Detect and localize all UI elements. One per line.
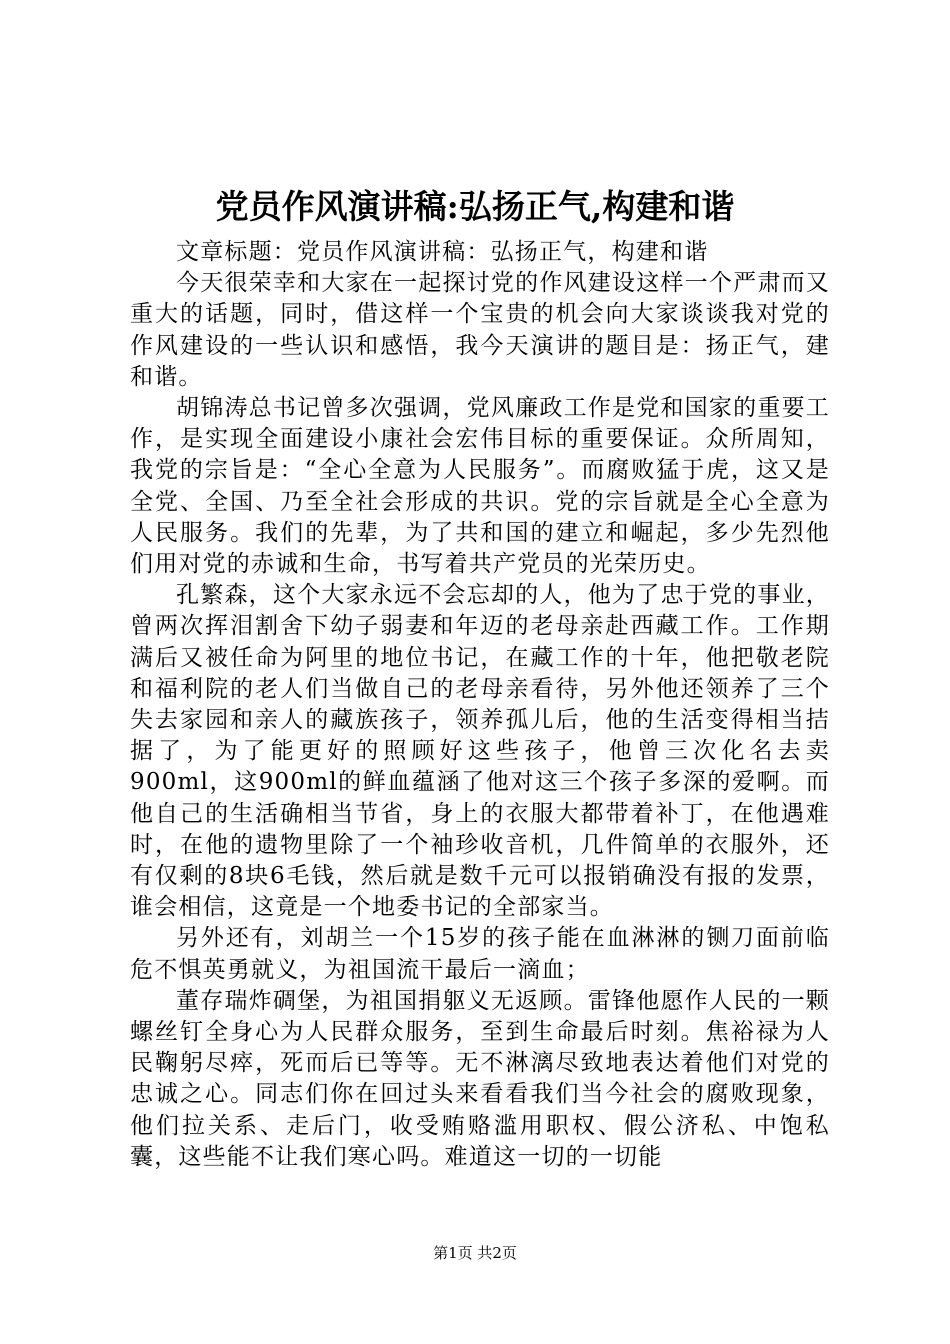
article-title-line: 文章标题：党员作风演讲稿：弘扬正气，构建和谐	[176, 239, 709, 265]
paragraph-kong-fansen: 孔繁森，这个大家永远不会忘却的人，他为了忠于党的事业，曾两次挥泪割舍下幼子弱妻和年迈的老母亲赴西藏工作。工作期满后又被任命为阿里的地位书记，在藏工作的十年，他把敬老院和福利院的老人们当做自己的老母亲看待，另外他还领养了三个失去家园和亲人的藏族孩子，领养孤儿后，他的生活变得相当拮据了，为了能更好的照顾好这些孩子，他曾三次化名去卖900ml，这900ml的鲜血蕴涵了他对这三个孩子多深的爱啊。而他自己的生活确相当节省，身上的衣服大都带着补丁，在他遇难时，在他的遗物里除了一个袖珍收音机，几件简单的衣服外，还有仅剩的8块6毛钱，然后就是数千元可以报销确没有报的发票，谁会相信，这竟是一个地委书记的全部家当。	[130, 582, 830, 921]
page-footer: 第1页 共2页	[433, 1244, 517, 1262]
paragraph-heroes-corruption: 董存瑞炸碉堡，为祖国捐躯义无返顾。雷锋他愿作人民的一颗螺丝钉全身心为人民群众服务，至到生命最后时刻。焦裕禄为人民鞠躬尽瘁，死而后已等等。无不淋漓尽致地表达着他们对党的忠诚之心。同志们你在回过头来看看我们当今社会的腐败现象，他们拉关系、走后门，收受贿赂滥用职权、假公济私、中饱私囊，这些能不让我们寒心吗。难道这一切的一切能	[130, 987, 830, 1170]
paragraph-intro: 今天很荣幸和大家在一起探讨党的作风建设这样一个严肃而又重大的话题，同时，借这样一个宝贵的机会向大家谈谈我对党的作风建设的一些认识和感悟，我今天演讲的题目是：扬正气，建和谐。	[130, 270, 830, 390]
document-body	[130, 237, 830, 1173]
paragraph-party-purpose: 胡锦涛总书记曾多次强调，党风廉政工作是党和国家的重要工作，是实现全面建设小康社会宏伟目标的重要保证。众所周知，我党的宗旨是：“全心全意为人民服务”。而腐败猛于虎，这又是全党、全国、乃至全社会形成的共识。党的宗旨就是全心全意为人民服务。我们的先辈，为了共和国的建立和崛起，多少先烈他们用对党的赤诚和生命，书写着共产党员的光荣历史。	[130, 395, 830, 578]
document-title: 党员作风演讲稿:弘扬正气,构建和谐	[215, 187, 735, 226]
paragraph-liu-hulan: 另外还有，刘胡兰一个15岁的孩子能在血淋淋的铡刀面前临危不惧英勇就义，为祖国流干最后一滴血；	[130, 925, 830, 983]
